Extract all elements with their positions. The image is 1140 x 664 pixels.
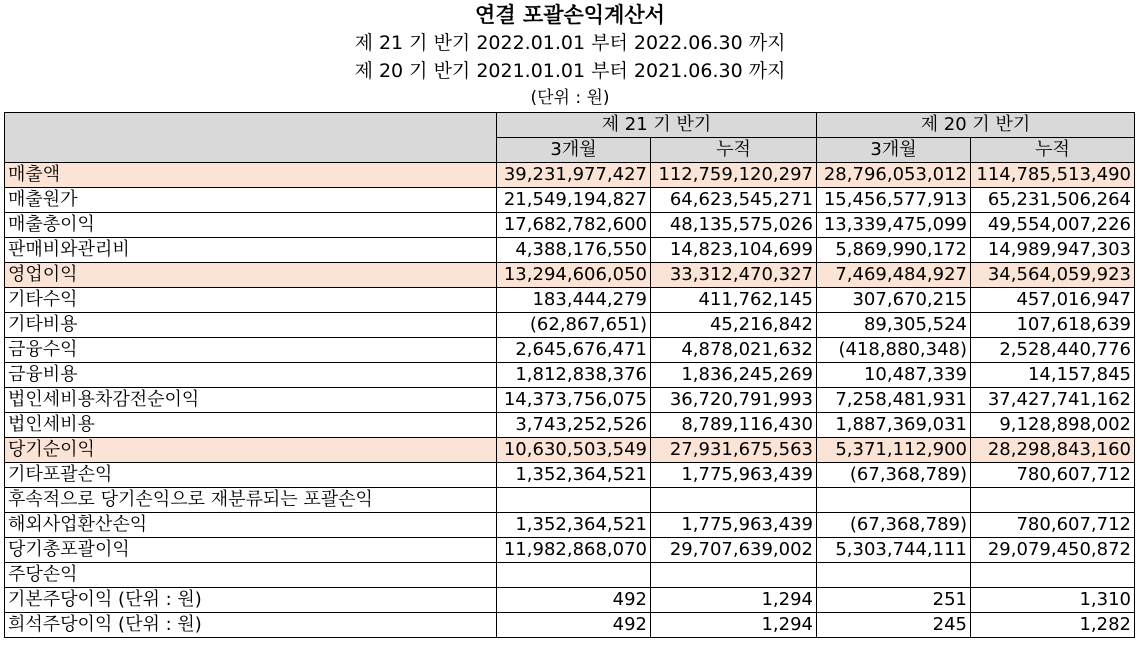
- value-current-3months: 183,444,279: [497, 288, 651, 313]
- value-current-cumulative: 1,775,963,439: [651, 513, 817, 538]
- value-prior-3months: [817, 488, 971, 513]
- value-current-cumulative: 1,836,245,269: [651, 363, 817, 388]
- header-current-period: 제 21 기 반기: [497, 113, 817, 138]
- value-prior-3months: [817, 563, 971, 588]
- value-current-3months: 492: [497, 613, 651, 638]
- value-current-3months: 1,352,364,521: [497, 513, 651, 538]
- account-label: 금융비용: [5, 363, 497, 388]
- value-prior-cumulative: 107,618,639: [971, 313, 1135, 338]
- value-prior-cumulative: 780,607,712: [971, 513, 1135, 538]
- table-row: [5, 488, 1135, 513]
- account-label: 영업이익: [5, 263, 497, 288]
- value-current-cumulative: 45,216,842: [651, 313, 817, 338]
- table-row: [5, 188, 1135, 213]
- table-row: [5, 338, 1135, 363]
- value-current-cumulative: 1,775,963,439: [651, 463, 817, 488]
- value-current-3months: 21,549,194,827: [497, 188, 651, 213]
- table-row: [5, 288, 1135, 313]
- account-label: 주당손익: [5, 563, 497, 588]
- table-row: [5, 513, 1135, 538]
- header-prior-3months: 3개월: [817, 138, 971, 163]
- table-row: [5, 588, 1135, 613]
- account-label: 매출액: [5, 163, 497, 188]
- value-current-3months: 2,645,676,471: [497, 338, 651, 363]
- header-row-periods: [5, 113, 1135, 138]
- account-label: 법인세비용차감전순이익: [5, 388, 497, 413]
- value-current-3months: 13,294,606,050: [497, 263, 651, 288]
- value-prior-cumulative: 1,282: [971, 613, 1135, 638]
- value-current-cumulative: 1,294: [651, 613, 817, 638]
- value-prior-3months: 15,456,577,913: [817, 188, 971, 213]
- value-prior-cumulative: 34,564,059,923: [971, 263, 1135, 288]
- value-current-cumulative: 411,762,145: [651, 288, 817, 313]
- header-prior-period: 제 20 기 반기: [817, 113, 1135, 138]
- account-label: 해외사업환산손익: [5, 513, 497, 538]
- value-prior-cumulative: 114,785,513,490: [971, 163, 1135, 188]
- value-current-3months: 11,982,868,070: [497, 538, 651, 563]
- table-row: [5, 438, 1135, 463]
- value-prior-3months: 10,487,339: [817, 363, 971, 388]
- value-current-3months: 492: [497, 588, 651, 613]
- account-label: 희석주당이익 (단위 : 원): [5, 613, 497, 638]
- value-prior-3months: 245: [817, 613, 971, 638]
- value-current-cumulative: 33,312,470,327: [651, 263, 817, 288]
- value-prior-cumulative: 29,079,450,872: [971, 538, 1135, 563]
- value-current-3months: [497, 488, 651, 513]
- table-row: [5, 263, 1135, 288]
- account-label: 당기총포괄이익: [5, 538, 497, 563]
- value-current-cumulative: 27,931,675,563: [651, 438, 817, 463]
- header-current-cumulative: 누적: [651, 138, 817, 163]
- value-current-cumulative: 112,759,120,297: [651, 163, 817, 188]
- table-row: [5, 538, 1135, 563]
- unit-label: (단위 : 원): [530, 88, 610, 108]
- table-body: [5, 113, 1135, 638]
- header-account-cell: [5, 113, 497, 163]
- value-prior-3months: 1,887,369,031: [817, 413, 971, 438]
- value-current-3months: 1,352,364,521: [497, 463, 651, 488]
- value-current-cumulative: 4,878,021,632: [651, 338, 817, 363]
- value-prior-cumulative: [971, 563, 1135, 588]
- account-label: 기타포괄손익: [5, 463, 497, 488]
- table-row: [5, 238, 1135, 263]
- value-prior-cumulative: 14,989,947,303: [971, 238, 1135, 263]
- value-prior-cumulative: 1,310: [971, 588, 1135, 613]
- value-prior-cumulative: 49,554,007,226: [971, 213, 1135, 238]
- value-current-cumulative: 29,707,639,002: [651, 538, 817, 563]
- value-current-3months: 4,388,176,550: [497, 238, 651, 263]
- header-current-3months: 3개월: [497, 138, 651, 163]
- table-row: [5, 213, 1135, 238]
- value-current-3months: 1,812,838,376: [497, 363, 651, 388]
- value-prior-3months: 251: [817, 588, 971, 613]
- value-current-cumulative: 14,823,104,699: [651, 238, 817, 263]
- table-row: [5, 613, 1135, 638]
- value-prior-cumulative: 14,157,845: [971, 363, 1135, 388]
- value-prior-3months: (67,368,789): [817, 513, 971, 538]
- income-statement-table: [4, 112, 1135, 638]
- value-current-3months: 3,743,252,526: [497, 413, 651, 438]
- value-prior-3months: 7,258,481,931: [817, 388, 971, 413]
- value-prior-cumulative: [971, 488, 1135, 513]
- value-current-3months: 17,682,782,600: [497, 213, 651, 238]
- account-label: 매출총이익: [5, 213, 497, 238]
- value-current-3months: [497, 563, 651, 588]
- table-row: [5, 463, 1135, 488]
- table-row: [5, 163, 1135, 188]
- report-title: 연결 포괄손익계산서: [475, 3, 665, 27]
- account-label: 기본주당이익 (단위 : 원): [5, 588, 497, 613]
- value-prior-3months: 7,469,484,927: [817, 263, 971, 288]
- value-prior-3months: (418,880,348): [817, 338, 971, 363]
- table-row: [5, 388, 1135, 413]
- value-current-cumulative: 1,294: [651, 588, 817, 613]
- table-row: [5, 363, 1135, 388]
- table-row: [5, 313, 1135, 338]
- value-current-cumulative: 8,789,116,430: [651, 413, 817, 438]
- value-prior-3months: 5,371,112,900: [817, 438, 971, 463]
- account-label: 금융수익: [5, 338, 497, 363]
- table-row: [5, 563, 1135, 588]
- current-period-range: 제 21 기 반기 2022.01.01 부터 2022.06.30 까지: [354, 32, 786, 54]
- account-label: 후속적으로 당기손익으로 재분류되는 포괄손익: [5, 488, 497, 513]
- account-label: 매출원가: [5, 188, 497, 213]
- value-current-cumulative: 48,135,575,026: [651, 213, 817, 238]
- value-prior-3months: 5,303,744,111: [817, 538, 971, 563]
- report-header: [0, 0, 1140, 111]
- header-prior-cumulative: 누적: [971, 138, 1135, 163]
- value-current-cumulative: 36,720,791,993: [651, 388, 817, 413]
- value-prior-cumulative: 9,128,898,002: [971, 413, 1135, 438]
- value-prior-cumulative: 2,528,440,776: [971, 338, 1135, 363]
- value-current-3months: 14,373,756,075: [497, 388, 651, 413]
- account-label: 판매비와관리비: [5, 238, 497, 263]
- account-label: 당기순이익: [5, 438, 497, 463]
- prior-period-range: 제 20 기 반기 2021.01.01 부터 2021.06.30 까지: [354, 60, 786, 82]
- account-label: 법인세비용: [5, 413, 497, 438]
- value-prior-3months: 28,796,053,012: [817, 163, 971, 188]
- value-prior-3months: (67,368,789): [817, 463, 971, 488]
- value-current-3months: (62,867,651): [497, 313, 651, 338]
- value-prior-cumulative: 457,016,947: [971, 288, 1135, 313]
- value-prior-3months: 307,670,215: [817, 288, 971, 313]
- value-prior-cumulative: 28,298,843,160: [971, 438, 1135, 463]
- value-current-cumulative: [651, 488, 817, 513]
- value-prior-cumulative: 37,427,741,162: [971, 388, 1135, 413]
- value-prior-cumulative: 780,607,712: [971, 463, 1135, 488]
- value-current-3months: 39,231,977,427: [497, 163, 651, 188]
- account-label: 기타수익: [5, 288, 497, 313]
- value-current-3months: 10,630,503,549: [497, 438, 651, 463]
- value-prior-3months: 13,339,475,099: [817, 213, 971, 238]
- value-current-cumulative: 64,623,545,271: [651, 188, 817, 213]
- value-prior-cumulative: 65,231,506,264: [971, 188, 1135, 213]
- value-prior-3months: 89,305,524: [817, 313, 971, 338]
- account-label: 기타비용: [5, 313, 497, 338]
- value-prior-3months: 5,869,990,172: [817, 238, 971, 263]
- value-current-cumulative: [651, 563, 817, 588]
- table-row: [5, 413, 1135, 438]
